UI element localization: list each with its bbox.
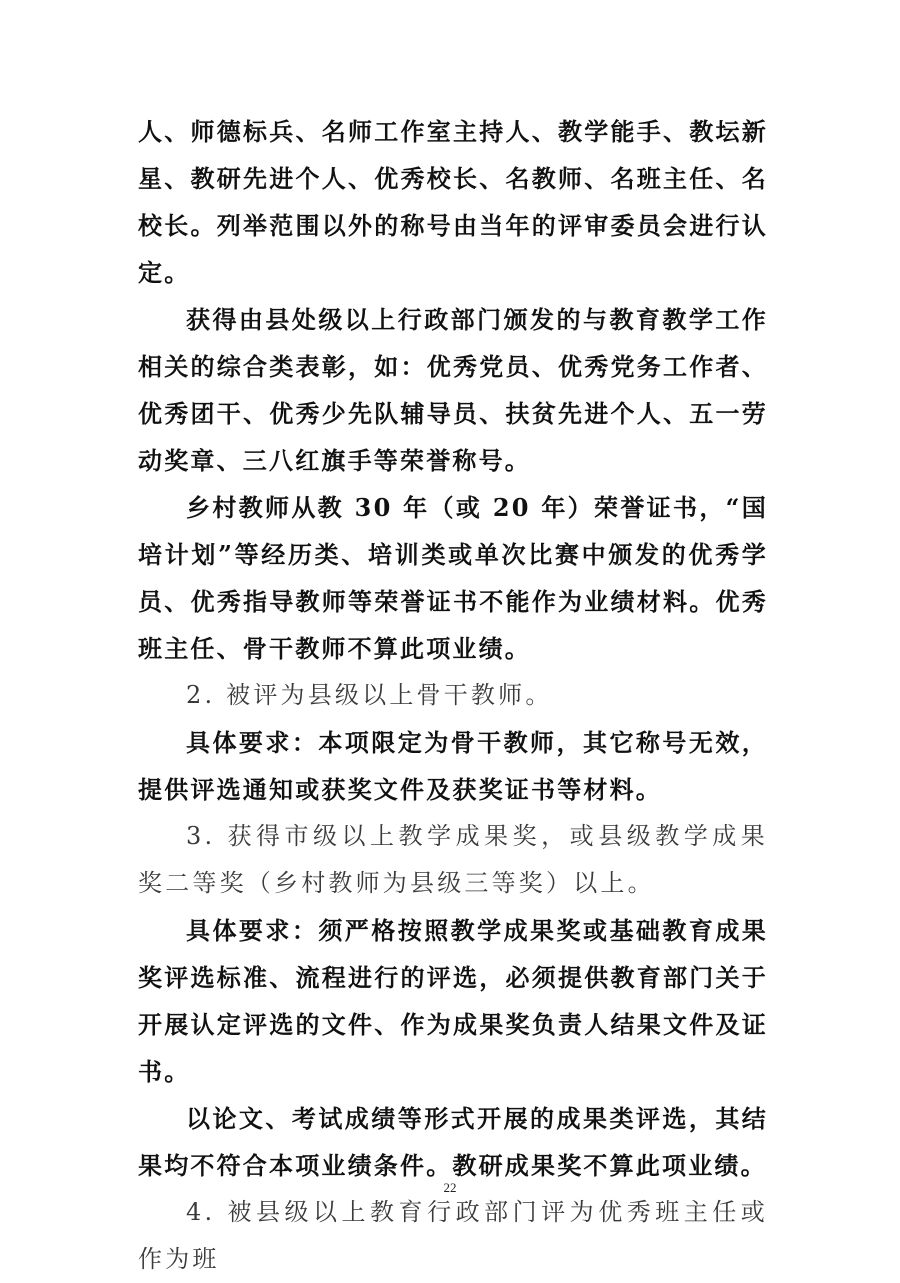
paragraph-comprehensive-awards: 获得由县处级以上行政部门颁发的与教育教学工作相关的综合类表彰，如：优秀党员、优秀党务工作者、优秀团干、优秀少先队辅导员、扶贫先进个人、五一劳动奖章、三八红旗手等荣誉称号。 <box>138 305 768 475</box>
item-4-heading: 4. 被县级以上教育行政部门评为优秀班主任或作为班 <box>138 1198 768 1273</box>
item-3-heading: 3. 获得市级以上教学成果奖，或县级教学成果奖二等奖（乡村教师为县级三等奖）以上。 <box>138 822 768 897</box>
paragraph-excluded-certificates: 乡村教师从教 30 年（或 20 年）荣誉证书，“国培计划”等经历类、培训类或单次比赛中颁发的优秀学员、优秀指导教师等荣誉证书不能作为业绩材料。优秀班主任、骨干教师不算此项业绩。 <box>138 493 768 663</box>
item-2-heading: 2. 被评为县级以上骨干教师。 <box>186 681 553 709</box>
page-number: 22 <box>443 1180 457 1195</box>
document-body <box>138 108 768 1283</box>
paragraph-honor-titles: 人、师德标兵、名师工作室主持人、教学能手、教坛新星、教研先进个人、优秀校长、名教师、名班主任、名校长。列举范围以外的称号由当年的评审委员会进行认定。 <box>138 117 768 287</box>
item-2-requirements: 具体要求：本项限定为骨干教师，其它称号无效，提供评选通知或获奖文件及获奖证书等材料。 <box>138 728 768 804</box>
item-3-requirements: 具体要求：须严格按照教学成果奖或基础教育成果奖评选标准、流程进行的评选，必须提供教育部门关于开展认定评选的文件、作为成果奖负责人结果文件及证书。 <box>138 916 768 1086</box>
item-3-note: 以论文、考试成绩等形式开展的成果类评选，其结果均不符合本项业绩条件。教研成果奖不算此项业绩。 <box>138 1104 768 1180</box>
